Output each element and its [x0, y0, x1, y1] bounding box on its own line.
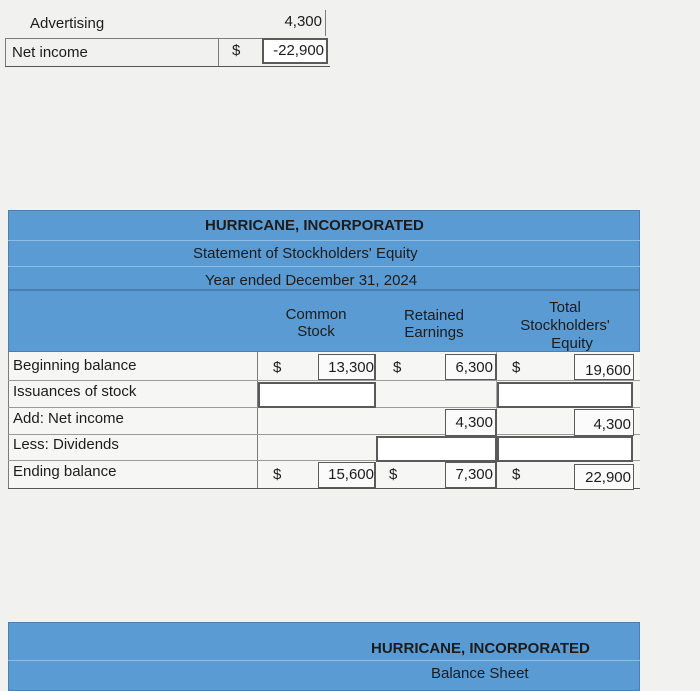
advertising-cell-border: [325, 10, 326, 36]
header-line-2: [8, 266, 640, 267]
equity-company-name: HURRICANE, INCORPORATED: [205, 217, 424, 234]
ending-tot-value: 22,900: [585, 469, 631, 486]
beginning-re-dollar: $: [393, 359, 402, 376]
ending-re-dollar: $: [389, 466, 398, 483]
equity-statement-period: Year ended December 31, 2024: [205, 272, 418, 289]
ending-tot-dollar: $: [512, 466, 521, 483]
row-label-beginning: Beginning balance: [13, 357, 137, 374]
beginning-tot-dollar: $: [512, 359, 521, 376]
net-income-re-value: 4,300: [455, 414, 493, 431]
table-left-border: [8, 352, 9, 488]
ending-re-value: 7,300: [455, 466, 493, 483]
header-line-1: [8, 240, 640, 241]
row-line-1: [8, 380, 640, 381]
beginning-tot-value: 19,600: [585, 362, 631, 379]
row-label-net-income: Add: Net income: [13, 410, 124, 427]
row-label-ending: Ending balance: [13, 463, 117, 480]
col-header-common-stock: Common Stock: [285, 306, 347, 340]
col-header-retained-earnings: Retained Earnings: [403, 307, 465, 341]
net-income-underline: [5, 66, 330, 67]
ending-cs-value: 15,600: [328, 466, 374, 483]
table-col-border-1: [257, 352, 258, 488]
net-income-value: -22,900: [273, 42, 324, 59]
dividends-tot-input[interactable]: [497, 436, 633, 462]
row-label-issuances: Issuances of stock: [13, 383, 137, 400]
advertising-label: Advertising: [30, 15, 105, 32]
row-line-3: [8, 434, 640, 435]
net-income-tot-value: 4,300: [593, 416, 631, 433]
net-income-label: Net income: [12, 44, 88, 61]
row-label-dividends: Less: Dividends: [13, 436, 119, 453]
beginning-cs-dollar: $: [273, 359, 282, 376]
row-line-bottom: [8, 488, 640, 489]
issuances-cs-input[interactable]: [258, 382, 376, 408]
ending-cs-dollar: $: [273, 466, 282, 483]
balance-header-line: [8, 660, 640, 661]
balance-sheet-title: Balance Sheet: [431, 665, 529, 682]
beginning-re-value: 6,300: [455, 359, 493, 376]
issuances-tot-input[interactable]: [497, 382, 633, 408]
beginning-cs-value: 13,300: [328, 359, 374, 376]
net-income-dollar: $: [232, 42, 241, 59]
balance-company-name: HURRICANE, INCORPORATED: [371, 640, 590, 657]
net-income-col-border: [218, 38, 219, 66]
dividends-re-input[interactable]: [376, 436, 497, 462]
equity-statement-title: Statement of Stockholders' Equity: [193, 245, 418, 262]
col-header-total-equity: Total Stockholders' Equity: [520, 299, 610, 352]
row-left-border: [5, 38, 6, 66]
advertising-value: 4,300: [284, 13, 322, 30]
